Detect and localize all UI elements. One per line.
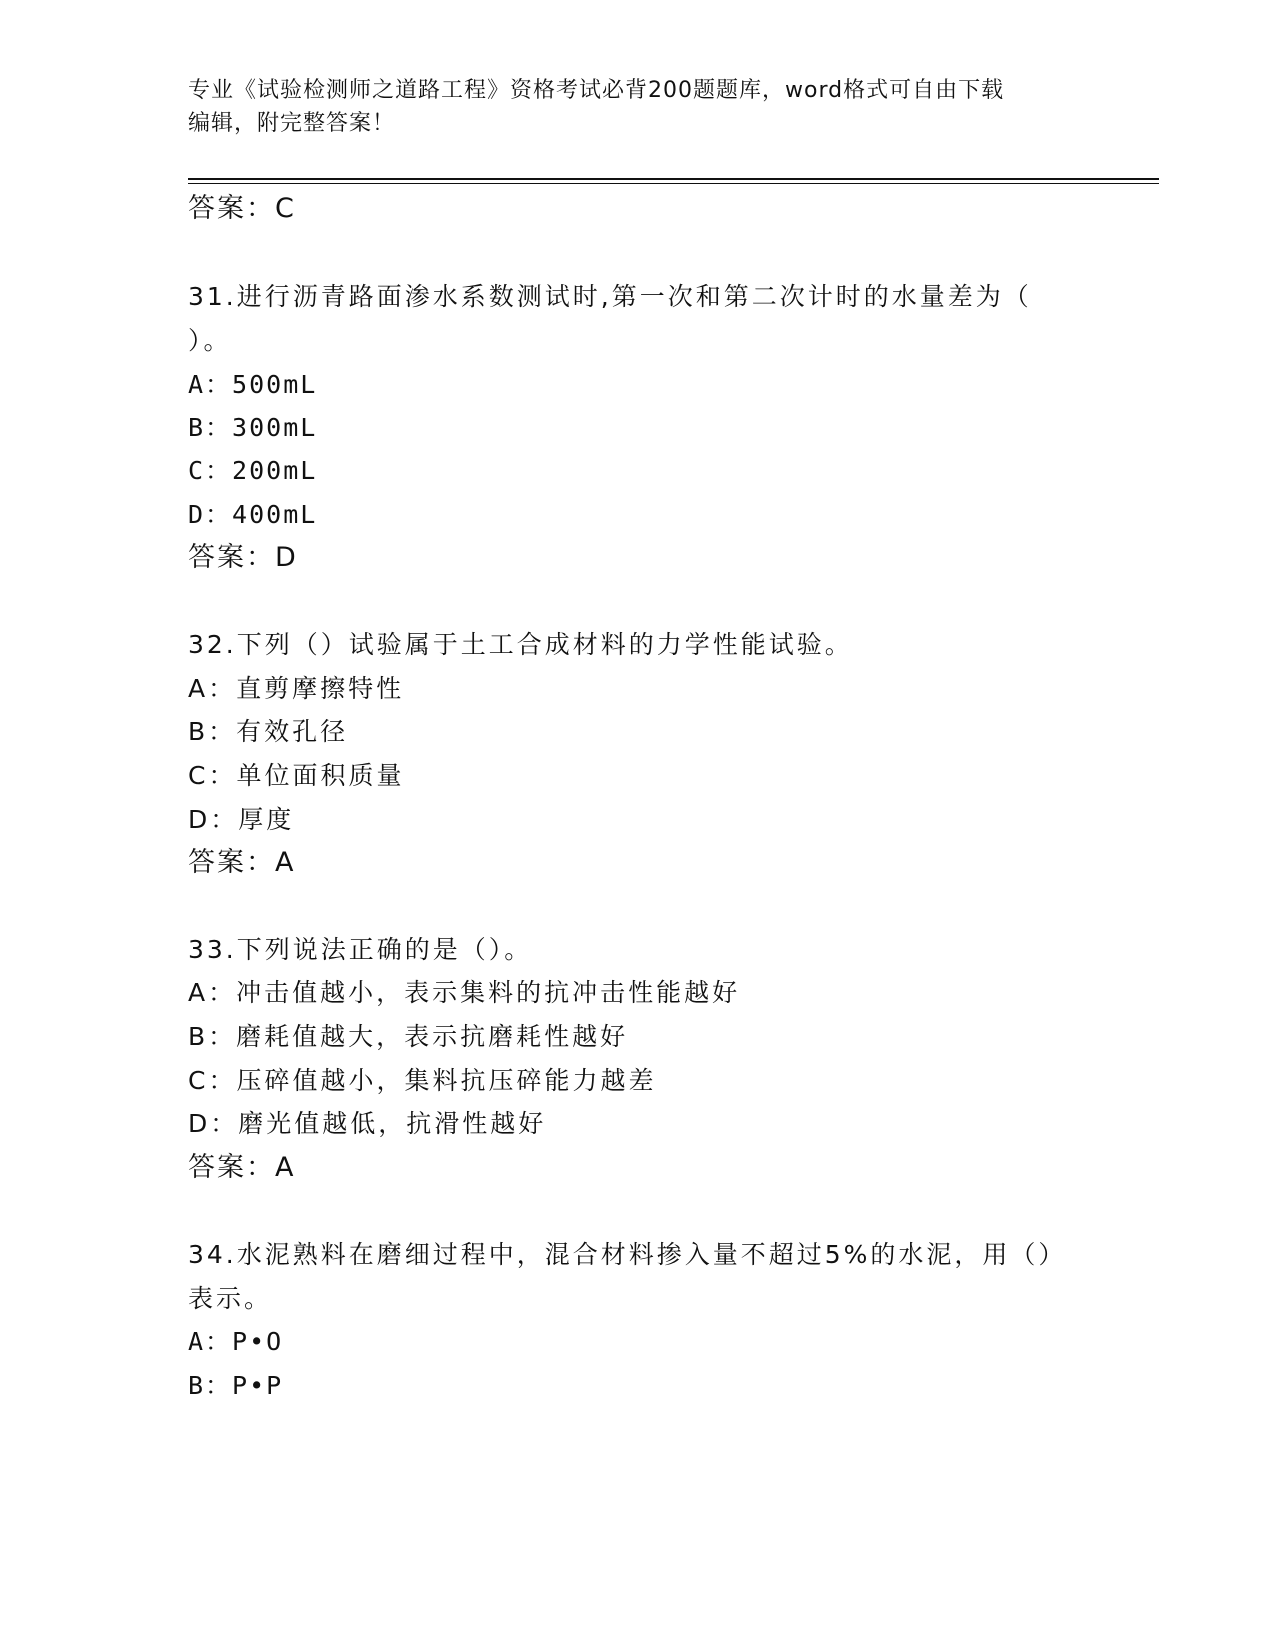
question-34-stem-line-1: 34.水泥熟料在磨细过程中，混合材料掺入量不超过5%的水泥，用（） — [188, 1240, 1067, 1269]
question-33-option-a: A：冲击值越小，表示集料的抗冲击性能越好 — [188, 978, 741, 1007]
question-34-stem-line-2: 表示。 — [188, 1284, 273, 1313]
question-31-option-c: C：200mL — [188, 456, 318, 485]
question-31-option-a: A：500mL — [188, 370, 318, 399]
question-32-option-a: A：直剪摩擦特性 — [188, 674, 405, 703]
header-divider-thick — [188, 178, 1159, 180]
question-31-stem-line-2: ）。 — [188, 326, 232, 355]
header-divider-thin — [188, 183, 1159, 184]
question-34-option-a: A：P•O — [188, 1327, 284, 1356]
header-line-1: 专业《试验检测师之道路工程》资格考试必背200题题库，word格式可自由下载 — [188, 78, 1005, 103]
question-31-option-b: B：300mL — [188, 413, 318, 442]
question-32-option-c: C：单位面积质量 — [188, 761, 405, 790]
question-33-stem-line-1: 33.下列说法正确的是（）。 — [188, 935, 533, 964]
question-32-option-d: D：厚度 — [188, 805, 295, 834]
question-32-answer: 答案：A — [188, 847, 296, 878]
question-31-answer: 答案：D — [188, 542, 298, 573]
question-33-option-b: B：磨耗值越大，表示抗磨耗性越好 — [188, 1022, 629, 1051]
question-32-option-b: B：有效孔径 — [188, 717, 349, 746]
document-header — [188, 74, 1088, 140]
question-32-stem-line-1: 32.下列（）试验属于土工合成材料的力学性能试验。 — [188, 630, 853, 659]
question-34-option-b: B：P•P — [188, 1371, 284, 1400]
question-33-answer: 答案：A — [188, 1152, 296, 1183]
question-33-option-c: C：压碎值越小，集料抗压碎能力越差 — [188, 1066, 657, 1095]
header-line-2: 编辑，附完整答案！ — [188, 111, 396, 136]
question-33-option-d: D：磨光值越低，抗滑性越好 — [188, 1109, 547, 1138]
previous-answer: 答案：C — [188, 193, 296, 224]
question-31-stem-line-1: 31.进行沥青路面渗水系数测试时,第一次和第二次计时的水量差为（ — [188, 282, 1032, 311]
question-31-option-d: D：400mL — [188, 500, 318, 529]
